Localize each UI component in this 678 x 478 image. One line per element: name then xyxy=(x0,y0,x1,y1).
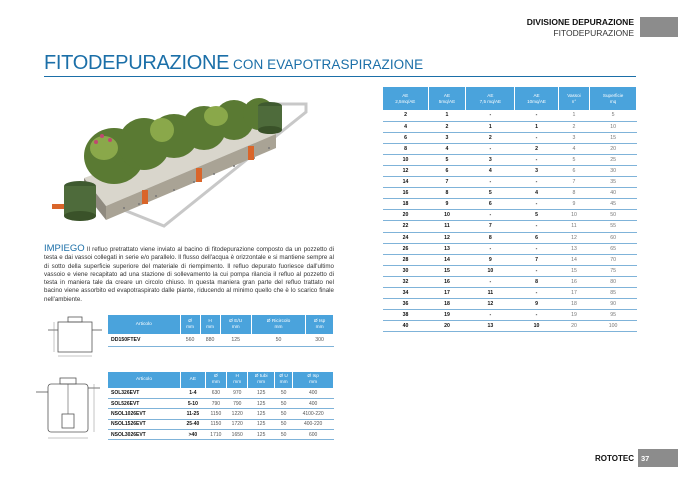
table-cell: SOL526EVT xyxy=(108,398,181,408)
lifting-header: Ø U mm xyxy=(274,372,292,388)
table-row xyxy=(108,430,334,440)
lifting-header: AE xyxy=(181,372,206,388)
sizing-header: AE 2,5mq/AE xyxy=(383,87,428,110)
table-cell: 600 xyxy=(293,430,334,440)
table-cell: 125 xyxy=(220,334,251,346)
table-cell: 34 xyxy=(383,288,428,299)
table-cell: 28 xyxy=(383,254,428,265)
lifting-header: H mm xyxy=(227,372,248,388)
table-cell: 70 xyxy=(590,254,637,265)
table-row xyxy=(383,221,637,232)
table-cell: 19 xyxy=(558,310,590,321)
table-row xyxy=(383,243,637,254)
table-cell: - xyxy=(515,177,558,188)
table-cell: 50 xyxy=(590,210,637,221)
table-cell: 5 xyxy=(428,154,466,165)
table-cell: 19 xyxy=(428,310,466,321)
table-row xyxy=(383,110,637,121)
table-row xyxy=(383,310,637,321)
table-cell: 3 xyxy=(428,132,466,143)
table-cell: 7 xyxy=(515,254,558,265)
table-cell: 1710 xyxy=(205,430,226,440)
table-cell: 2 xyxy=(383,110,428,121)
table-cell: 12 xyxy=(428,232,466,243)
table-cell: 25-40 xyxy=(181,419,206,429)
table-cell: 80 xyxy=(590,276,637,287)
table-cell: 125 xyxy=(248,398,275,408)
table-cell: 10 xyxy=(558,210,590,221)
table-cell: 45 xyxy=(590,199,637,210)
table-cell: 11-25 xyxy=(181,409,206,419)
head-tank-table xyxy=(108,315,334,347)
table-cell: 5-10 xyxy=(181,398,206,408)
table-row xyxy=(383,276,637,287)
table-cell: - xyxy=(515,154,558,165)
table-cell: 1 xyxy=(428,110,466,121)
sizing-table-body xyxy=(383,110,637,332)
impiego-keyword: IMPIEGO xyxy=(44,243,85,254)
table-cell: - xyxy=(515,199,558,210)
table-cell: 20 xyxy=(558,321,590,332)
table-row xyxy=(383,199,637,210)
table-cell: 300 xyxy=(306,334,334,346)
table-cell: 400-220 xyxy=(293,419,334,429)
table-cell: 14 xyxy=(428,254,466,265)
table-cell: 20 xyxy=(428,321,466,332)
table-cell: 1-4 xyxy=(181,388,206,398)
table-cell: 10 xyxy=(428,210,466,221)
table-row xyxy=(383,165,637,176)
table-cell: 1150 xyxy=(205,419,226,429)
table-cell: 50 xyxy=(274,409,292,419)
table-cell: 60 xyxy=(590,232,637,243)
table-cell: - xyxy=(515,221,558,232)
page-title xyxy=(44,52,423,75)
lifting-station-drawing xyxy=(34,376,104,444)
table-cell: 24 xyxy=(383,232,428,243)
table-cell: - xyxy=(515,265,558,276)
table-cell: 10 xyxy=(515,321,558,332)
table-cell: 35 xyxy=(590,177,637,188)
table-cell: 970 xyxy=(227,388,248,398)
title-rule xyxy=(44,76,636,77)
table-cell: - xyxy=(466,177,515,188)
table-cell: 7 xyxy=(558,177,590,188)
table-cell: 36 xyxy=(383,299,428,310)
table-cell: 6 xyxy=(428,165,466,176)
sizing-header: AE 7,5 mq/AE xyxy=(466,87,515,110)
table-cell: 1650 xyxy=(227,430,248,440)
table-cell: DD150FTEV xyxy=(108,334,180,346)
sizing-header: AE 5mq/AE xyxy=(428,87,466,110)
brand-name: ROTOTEC xyxy=(595,453,634,463)
table-cell: NSOL1026EVT xyxy=(108,409,181,419)
table-cell: 1 xyxy=(558,110,590,121)
table-cell: 1150 xyxy=(205,409,226,419)
table-cell: 16 xyxy=(383,188,428,199)
table-cell: 18 xyxy=(383,199,428,210)
head-tank-header: H mm xyxy=(200,315,220,334)
table-row xyxy=(383,121,637,132)
table-cell: - xyxy=(466,143,515,154)
table-cell: 50 xyxy=(274,398,292,408)
table-cell: 14 xyxy=(558,254,590,265)
table-cell: 630 xyxy=(205,388,226,398)
sizing-table xyxy=(383,87,637,332)
table-cell: - xyxy=(515,288,558,299)
table-row xyxy=(108,419,334,429)
head-tank-header: Ø mm xyxy=(180,315,200,334)
table-row xyxy=(383,232,637,243)
table-cell: 2 xyxy=(515,143,558,154)
table-cell: 18 xyxy=(558,299,590,310)
table-cell: 10 xyxy=(466,265,515,276)
table-cell: 400 xyxy=(293,398,334,408)
table-cell: 30 xyxy=(383,265,428,276)
table-cell: 8 xyxy=(428,188,466,199)
table-cell: 9 xyxy=(466,254,515,265)
table-row xyxy=(108,334,334,346)
table-cell: 8 xyxy=(466,232,515,243)
lifting-header: Ø tubi mm xyxy=(248,372,275,388)
head-tank-header: Ø Ricircolo mm xyxy=(251,315,305,334)
table-cell: 13 xyxy=(558,243,590,254)
table-cell: 50 xyxy=(251,334,305,346)
sizing-header: Vassoi n° xyxy=(558,87,590,110)
impiego-paragraph xyxy=(44,245,334,304)
table-cell: 75 xyxy=(590,265,637,276)
table-cell: 12 xyxy=(558,232,590,243)
header-division xyxy=(527,17,634,39)
page-title-sub: CON EVAPOTRASPIRAZIONE xyxy=(229,57,424,72)
lifting-station-table xyxy=(108,372,334,440)
table-cell: 880 xyxy=(200,334,220,346)
table-cell: - xyxy=(515,132,558,143)
table-cell: 400 xyxy=(293,388,334,398)
table-cell: 15 xyxy=(558,265,590,276)
table-cell: 2 xyxy=(466,132,515,143)
table-cell: 50 xyxy=(274,430,292,440)
impiego-text: Il refluo pretrattato viene inviato al bacino di fitodepurazione composto da un pozzetto di testa e dai vassoi collegati in serie e/o parallelo. Il flusso dell'acqua è orizzontale e si mantiene sempre al di sotto della superficie superiore del materiale di riempimento. Il refluo depurato fuoriesce dall'ultimo vassoio e viene recapitato ad una stazione di sollevamento la cui pompa rilancia il refluo al pozzetto di testa in maniera tale da creare un circolo chiuso. In questa maniera gran parte del refluo trattato nel bacino viene assorbito ed evapotraspirato dalle piante, riducendo al minimo quello che è lo scarico finale nell'ambiente. xyxy=(44,246,334,303)
table-cell: 5 xyxy=(466,188,515,199)
table-cell: NSOL3026EVT xyxy=(108,430,181,440)
table-cell: 4 xyxy=(428,143,466,154)
table-cell: - xyxy=(466,110,515,121)
table-cell: 4 xyxy=(515,188,558,199)
table-cell: 50 xyxy=(274,419,292,429)
table-cell: 12 xyxy=(383,165,428,176)
head-tank-header: Ø E/U mm xyxy=(220,315,251,334)
table-cell: 40 xyxy=(590,188,637,199)
head-tank-drawing xyxy=(44,316,104,360)
lifting-header: Ø mm xyxy=(205,372,226,388)
table-cell: 9 xyxy=(558,199,590,210)
page-footer xyxy=(595,449,678,467)
table-row xyxy=(108,409,334,419)
table-cell: 6 xyxy=(558,165,590,176)
table-cell: 90 xyxy=(590,299,637,310)
table-row xyxy=(383,254,637,265)
table-cell: 6 xyxy=(383,132,428,143)
table-cell: 10 xyxy=(383,154,428,165)
table-row xyxy=(383,188,637,199)
table-cell: 11 xyxy=(428,221,466,232)
table-cell: 125 xyxy=(248,419,275,429)
table-cell: 790 xyxy=(227,398,248,408)
table-cell: 9 xyxy=(428,199,466,210)
table-cell: 100 xyxy=(590,321,637,332)
table-cell: SOL326EVT xyxy=(108,388,181,398)
table-row xyxy=(383,177,637,188)
table-row xyxy=(383,132,637,143)
table-cell: 17 xyxy=(428,288,466,299)
table-cell: 38 xyxy=(383,310,428,321)
table-cell: 85 xyxy=(590,288,637,299)
table-cell: 25 xyxy=(590,154,637,165)
table-cell: 40 xyxy=(383,321,428,332)
table-cell: 3 xyxy=(466,154,515,165)
table-cell: 7 xyxy=(428,177,466,188)
page-title-main: FITODEPURAZIONE xyxy=(44,52,230,74)
table-cell: 8 xyxy=(383,143,428,154)
table-cell: 15 xyxy=(590,132,637,143)
table-cell: - xyxy=(515,243,558,254)
table-cell: 14 xyxy=(383,177,428,188)
table-cell: 26 xyxy=(383,243,428,254)
table-cell: 4 xyxy=(558,143,590,154)
table-cell: 30 xyxy=(590,165,637,176)
table-cell: 10 xyxy=(590,121,637,132)
table-cell: 5 xyxy=(558,154,590,165)
table-cell: 9 xyxy=(515,299,558,310)
table-cell: 8 xyxy=(515,276,558,287)
table-row xyxy=(108,398,334,408)
table-row xyxy=(383,210,637,221)
table-cell: 20 xyxy=(383,210,428,221)
table-row xyxy=(108,388,334,398)
table-cell: 95 xyxy=(590,310,637,321)
head-tank-header: Ø Isp mm xyxy=(306,315,334,334)
system-illustration xyxy=(44,86,334,234)
table-cell: 3 xyxy=(515,165,558,176)
table-cell: 5 xyxy=(590,110,637,121)
table-cell: 13 xyxy=(428,243,466,254)
table-cell: - xyxy=(466,210,515,221)
table-cell: 125 xyxy=(248,430,275,440)
table-cell: 15 xyxy=(428,265,466,276)
table-cell: - xyxy=(466,243,515,254)
table-cell: 16 xyxy=(428,276,466,287)
table-cell: 4100-220 xyxy=(293,409,334,419)
table-cell: - xyxy=(515,110,558,121)
table-cell: 11 xyxy=(466,288,515,299)
lifting-header: Articolo xyxy=(108,372,181,388)
table-cell: >40 xyxy=(181,430,206,440)
table-cell: - xyxy=(515,310,558,321)
lifting-header: Ø Isp mm xyxy=(293,372,334,388)
division-label: DIVISIONE DEPURAZIONE xyxy=(526,17,634,27)
table-cell: 8 xyxy=(558,188,590,199)
table-cell: 32 xyxy=(383,276,428,287)
head-tank-header: Articolo xyxy=(108,315,180,334)
table-cell: 1 xyxy=(515,121,558,132)
table-cell: NSOL1526EVT xyxy=(108,419,181,429)
table-cell: 4 xyxy=(466,165,515,176)
table-cell: 1220 xyxy=(227,409,248,419)
header-tab-block xyxy=(640,17,678,37)
table-cell: 16 xyxy=(558,276,590,287)
section-label: FITODEPURAZIONE xyxy=(553,28,634,38)
table-cell: 6 xyxy=(466,199,515,210)
table-cell: 1 xyxy=(466,121,515,132)
table-cell: 17 xyxy=(558,288,590,299)
table-row xyxy=(383,321,637,332)
table-cell: 125 xyxy=(248,388,275,398)
table-row xyxy=(383,288,637,299)
table-row xyxy=(383,143,637,154)
table-cell: 18 xyxy=(428,299,466,310)
table-cell: 6 xyxy=(515,232,558,243)
table-cell: 11 xyxy=(558,221,590,232)
table-cell: 12 xyxy=(466,299,515,310)
table-cell: - xyxy=(466,310,515,321)
table-cell: 790 xyxy=(205,398,226,408)
table-cell: 13 xyxy=(466,321,515,332)
table-cell: 2 xyxy=(428,121,466,132)
table-cell: 20 xyxy=(590,143,637,154)
table-row xyxy=(383,154,637,165)
table-row xyxy=(383,299,637,310)
table-cell: 55 xyxy=(590,221,637,232)
sizing-header: Superficie mq xyxy=(590,87,637,110)
table-cell: 5 xyxy=(515,210,558,221)
sizing-header: AE 10mq/AE xyxy=(515,87,558,110)
table-row xyxy=(383,265,637,276)
table-cell: 125 xyxy=(248,409,275,419)
table-cell: 7 xyxy=(466,221,515,232)
lifting-table-body xyxy=(108,388,334,440)
page-number: 37 xyxy=(638,449,678,467)
table-cell: 22 xyxy=(383,221,428,232)
table-cell: 2 xyxy=(558,121,590,132)
table-cell: 65 xyxy=(590,243,637,254)
table-cell: 50 xyxy=(274,388,292,398)
table-cell: 4 xyxy=(383,121,428,132)
table-cell: - xyxy=(466,276,515,287)
table-cell: 1720 xyxy=(227,419,248,429)
table-cell: 560 xyxy=(180,334,200,346)
table-cell: 3 xyxy=(558,132,590,143)
